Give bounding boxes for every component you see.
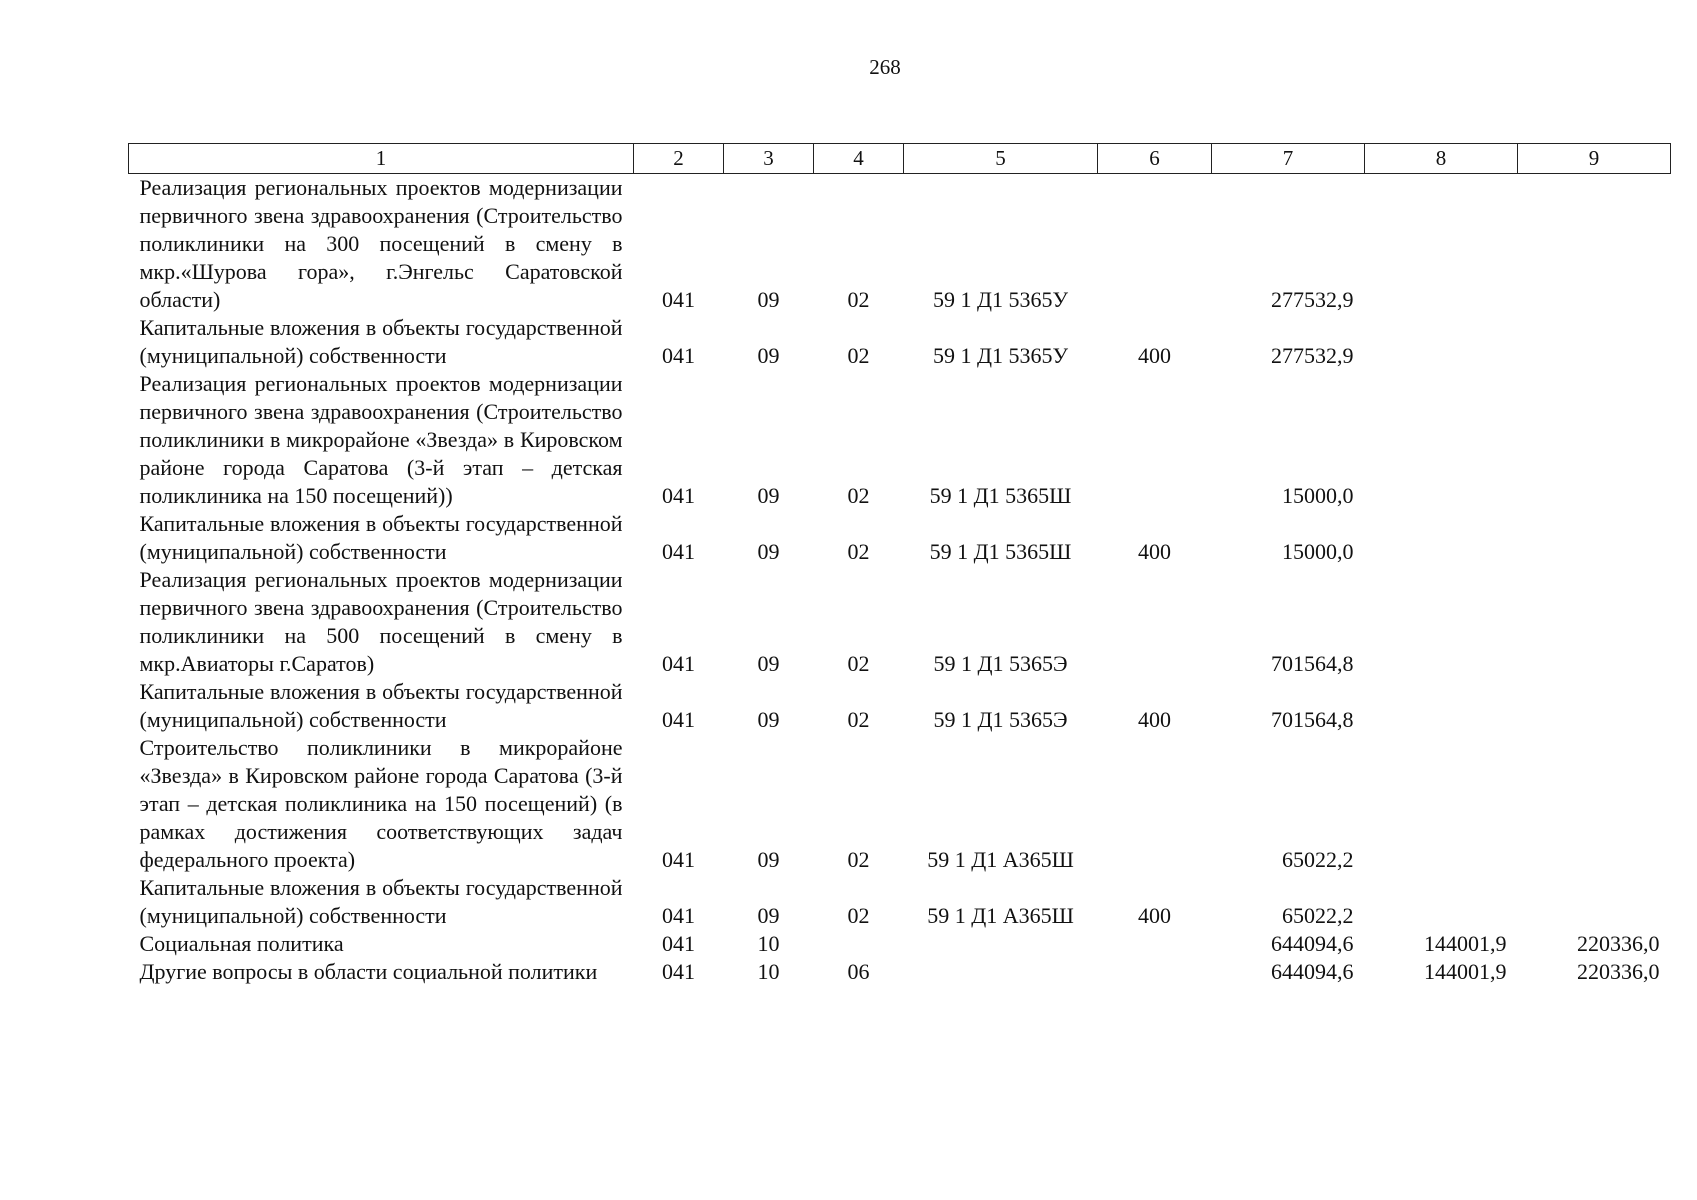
cell-col-3: 09 xyxy=(757,847,780,872)
cell-col-8 xyxy=(1365,678,1518,734)
cell-col-9 xyxy=(1518,734,1671,874)
cell-col-7: 701564,8 xyxy=(1271,651,1354,676)
cell-col-4: 02 xyxy=(847,483,870,508)
cell-col-6 xyxy=(1098,930,1212,958)
cell-col-6: 400 xyxy=(1138,903,1171,928)
table-row xyxy=(129,678,1671,734)
cell-col-5: 59 1 Д1 5365Ш xyxy=(929,483,1072,508)
cell-col-9 xyxy=(1518,174,1671,315)
table-row xyxy=(129,874,1671,930)
cell-col-7: 644094,6 xyxy=(1271,959,1354,984)
table-header xyxy=(129,144,1671,174)
cell-col-3: 10 xyxy=(757,931,780,956)
row-name: Капитальные вложения в объекты государственной (муниципальной) собственности xyxy=(139,511,623,564)
cell-col-4: 02 xyxy=(847,343,870,368)
cell-col-6 xyxy=(1098,734,1212,874)
cell-col-4: 02 xyxy=(847,287,870,312)
table-body xyxy=(129,174,1671,987)
cell-col-5: 59 1 Д1 А365Ш xyxy=(927,847,1074,872)
cell-col-7: 15000,0 xyxy=(1282,483,1354,508)
cell-col-3: 10 xyxy=(757,959,780,984)
cell-col-2: 041 xyxy=(662,483,695,508)
row-name: Социальная политика xyxy=(139,931,344,956)
table-row xyxy=(129,930,1671,958)
cell-col-8: 144001,9 xyxy=(1424,959,1507,984)
column-header: 5 xyxy=(904,144,1098,174)
cell-col-2: 041 xyxy=(662,931,695,956)
cell-col-7: 701564,8 xyxy=(1271,707,1354,732)
cell-col-7: 644094,6 xyxy=(1271,931,1354,956)
cell-col-8 xyxy=(1365,874,1518,930)
cell-col-8 xyxy=(1365,566,1518,678)
column-header: 7 xyxy=(1212,144,1365,174)
cell-col-8 xyxy=(1365,370,1518,510)
cell-col-6: 400 xyxy=(1138,343,1171,368)
cell-col-9: 220336,0 xyxy=(1577,959,1660,984)
cell-col-2: 041 xyxy=(662,651,695,676)
cell-col-8: 144001,9 xyxy=(1424,931,1507,956)
cell-col-5: 59 1 Д1 5365Э xyxy=(933,707,1068,732)
row-name: Реализация региональных проектов модернизации первичного звена здравоохранения (Строительство поликлиники на 500 посещений в смену в мкр.Авиаторы г.Саратов) xyxy=(139,567,623,676)
cell-col-7: 277532,9 xyxy=(1271,287,1354,312)
cell-col-8 xyxy=(1365,174,1518,315)
column-header: 1 xyxy=(129,144,634,174)
table-row xyxy=(129,510,1671,566)
cell-col-7: 65022,2 xyxy=(1282,847,1354,872)
cell-col-2: 041 xyxy=(662,959,695,984)
cell-col-8 xyxy=(1365,510,1518,566)
cell-col-5: 59 1 Д1 5365Э xyxy=(933,651,1068,676)
cell-col-9 xyxy=(1518,566,1671,678)
cell-col-6: 400 xyxy=(1138,707,1171,732)
cell-col-5: 59 1 Д1 5365У xyxy=(932,343,1069,368)
cell-col-2: 041 xyxy=(662,847,695,872)
column-header: 3 xyxy=(724,144,814,174)
cell-col-3: 09 xyxy=(757,483,780,508)
cell-col-9 xyxy=(1518,510,1671,566)
cell-col-9: 220336,0 xyxy=(1577,931,1660,956)
table-row xyxy=(129,174,1671,315)
cell-col-7: 65022,2 xyxy=(1282,903,1354,928)
cell-col-4: 02 xyxy=(847,539,870,564)
column-header: 6 xyxy=(1098,144,1212,174)
table-row xyxy=(129,958,1671,986)
cell-col-9 xyxy=(1518,874,1671,930)
column-header: 8 xyxy=(1365,144,1518,174)
column-header: 4 xyxy=(814,144,904,174)
cell-col-5 xyxy=(904,958,1098,986)
cell-col-3: 09 xyxy=(757,287,780,312)
table-row xyxy=(129,314,1671,370)
cell-col-9 xyxy=(1518,370,1671,510)
cell-col-4: 06 xyxy=(847,959,870,984)
cell-col-2: 041 xyxy=(662,287,695,312)
column-header: 9 xyxy=(1518,144,1671,174)
cell-col-9 xyxy=(1518,314,1671,370)
row-name: Капитальные вложения в объекты государственной (муниципальной) собственности xyxy=(139,315,623,368)
row-name: Реализация региональных проектов модернизации первичного звена здравоохранения (Строительство поликлиники на 300 посещений в смену в мкр.«Шурова гора», г.Энгельс Саратовской области) xyxy=(139,175,623,312)
cell-col-2: 041 xyxy=(662,539,695,564)
row-name: Капитальные вложения в объекты государственной (муниципальной) собственности xyxy=(139,875,623,928)
cell-col-5: 59 1 Д1 5365У xyxy=(932,287,1069,312)
cell-col-4: 02 xyxy=(847,651,870,676)
table-row xyxy=(129,566,1671,678)
cell-col-4: 02 xyxy=(847,903,870,928)
cell-col-3: 09 xyxy=(757,539,780,564)
cell-col-6: 400 xyxy=(1138,539,1171,564)
page-number: 268 xyxy=(869,55,901,79)
row-name: Другие вопросы в области социальной политики xyxy=(139,959,598,984)
cell-col-6 xyxy=(1098,566,1212,678)
cell-col-4 xyxy=(814,930,904,958)
cell-col-2: 041 xyxy=(662,903,695,928)
cell-col-3: 09 xyxy=(757,343,780,368)
row-name: Капитальные вложения в объекты государственной (муниципальной) собственности xyxy=(139,679,623,732)
row-name: Строительство поликлиники в микрорайоне «Звезда» в Кировском районе города Саратова (3-й этап – детская поликлиника на 150 посещений) (в рамках достижения соответствующих задач федерального проекта) xyxy=(139,735,623,872)
budget-table xyxy=(128,143,1671,986)
cell-col-6 xyxy=(1098,174,1212,315)
cell-col-8 xyxy=(1365,314,1518,370)
cell-col-4: 02 xyxy=(847,847,870,872)
cell-col-3: 09 xyxy=(757,707,780,732)
cell-col-2: 041 xyxy=(662,343,695,368)
cell-col-2: 041 xyxy=(662,707,695,732)
cell-col-5 xyxy=(904,930,1098,958)
cell-col-5: 59 1 Д1 5365Ш xyxy=(929,539,1072,564)
cell-col-8 xyxy=(1365,734,1518,874)
cell-col-5: 59 1 Д1 А365Ш xyxy=(927,903,1074,928)
table-row xyxy=(129,734,1671,874)
cell-col-3: 09 xyxy=(757,903,780,928)
header-row xyxy=(129,144,1671,174)
column-header: 2 xyxy=(634,144,724,174)
cell-col-7: 15000,0 xyxy=(1282,539,1354,564)
cell-col-3: 09 xyxy=(757,651,780,676)
cell-col-6 xyxy=(1098,958,1212,986)
cell-col-6 xyxy=(1098,370,1212,510)
row-name: Реализация региональных проектов модернизации первичного звена здравоохранения (Строительство поликлиники в микрорайоне «Звезда» в Кировском районе города Саратова (3-й этап – детская поликлиника на 150 посещений)) xyxy=(139,371,623,508)
table-row xyxy=(129,370,1671,510)
cell-col-4: 02 xyxy=(847,707,870,732)
cell-col-7: 277532,9 xyxy=(1271,343,1354,368)
cell-col-9 xyxy=(1518,678,1671,734)
